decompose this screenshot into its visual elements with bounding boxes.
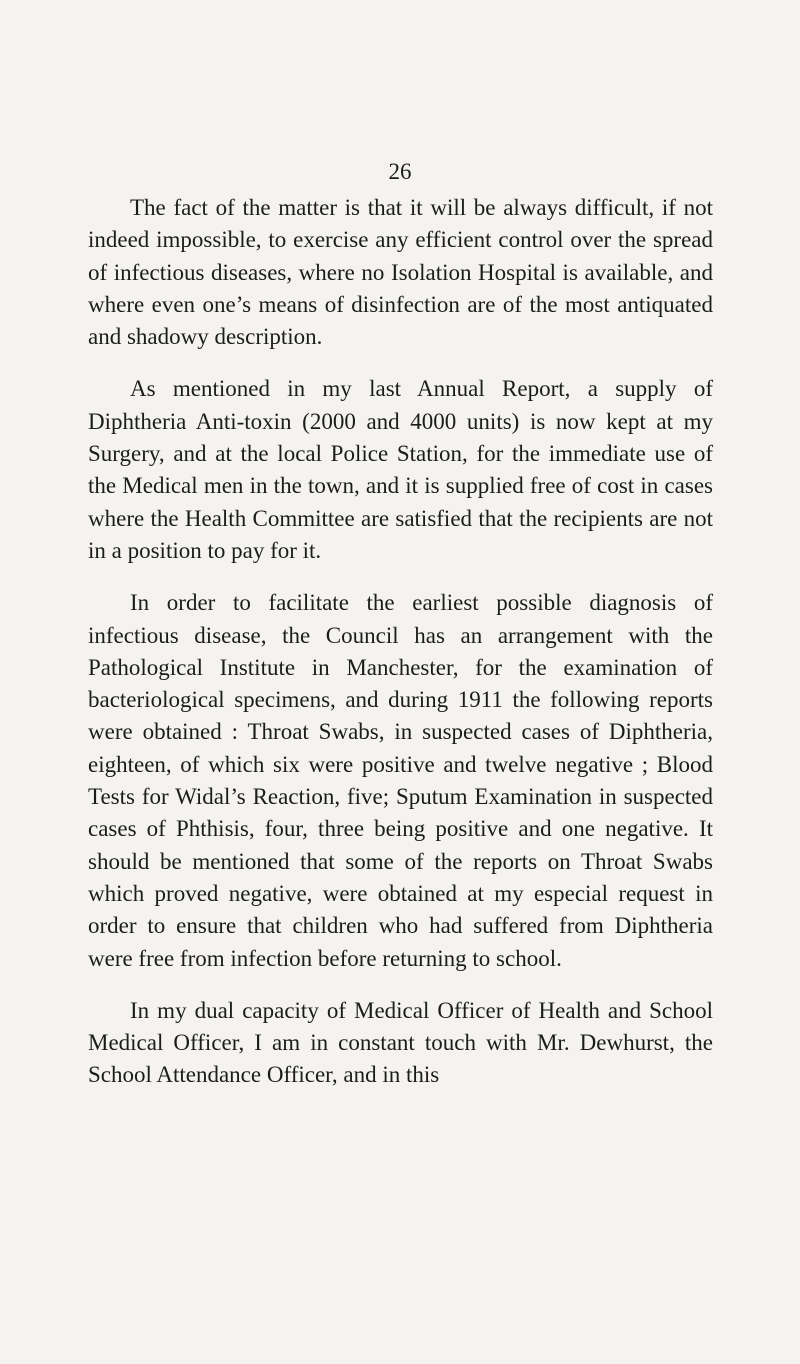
document-body: [88, 192, 713, 1092]
paragraph-antitoxin: As mentioned in my last Annual Report, a supply of Diphtheria Anti-toxin (2000 and 4000 units) is now kept at my Surgery, and at the local Police Station, for the immediate use of the Medical men in the town, and it is supplied free of cost in cases where the Health Committee are satisfied that the recipients are not in a position to pay for it.: [88, 376, 713, 563]
page-number: 26: [388, 159, 412, 184]
paragraph-isolation: The fact of the matter is that it will be always difficult, if not indeed impossible, to exercise any efficient control over the spread of infectious diseases, where no Isolation Hospital is available, and where even one’s means of disinfection are of the most antiquated and shadowy description.: [88, 195, 713, 350]
paragraph-diagnosis: In order to facilitate the earliest possible diagnosis of infectious disease, the Council has an arrangement with the Pathological Institute in Manchester, for the examination of bacteriological specimens, and during 1911 the following reports were obtained : Throat Swabs, in suspected cases of Diphtheria, eighteen, of which six were positive and twelve negative ; Blood Tests for Widal’s Reaction, five; Sputum Examination in suspected cases of Phthisis, four, three being positive and one negative. It should be mentioned that some of the reports on Throat Swabs which proved negative, were obtained at my especial request in order to ensure that children who had suffered from Diphtheria were free from infection before returning to school.: [88, 590, 713, 971]
paragraph-dual-capacity: In my dual capacity of Medical Officer of Health and School Medical Officer, I am in constant touch with Mr. Dewhurst, the School Attendance Officer, and in this: [88, 997, 713, 1088]
